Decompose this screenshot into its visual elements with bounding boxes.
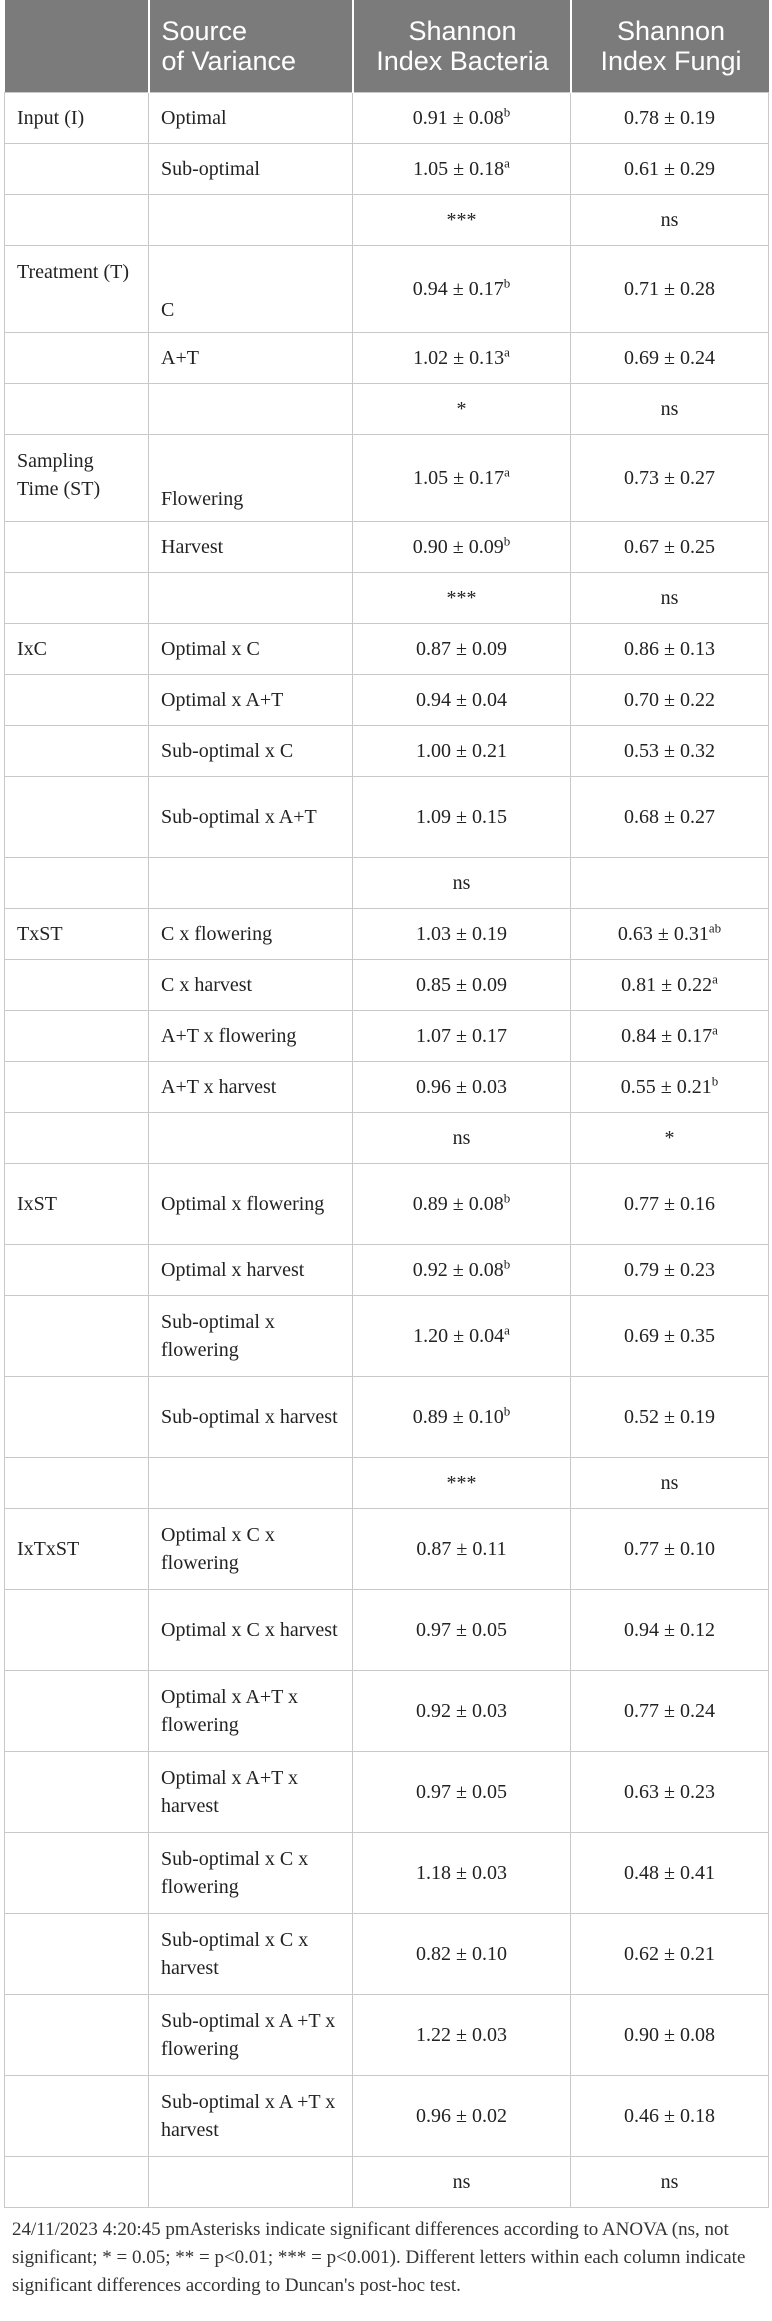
level-cell: Optimal x C x harvest: [149, 1590, 353, 1671]
bacteria-value: 1.05 ± 0.17: [413, 467, 505, 489]
level-cell: Optimal x A+T x flowering: [149, 1671, 353, 1752]
factor-cell: [5, 522, 149, 573]
fungi-value-cell: [571, 858, 769, 909]
table-row: [5, 1509, 769, 1590]
factor-cell: [5, 1377, 149, 1458]
bacteria-value: 1.20 ± 0.04: [413, 1325, 505, 1347]
level-cell: [149, 1458, 353, 1509]
level-cell: Sub-optimal: [149, 144, 353, 195]
fungi-value-cell: [571, 726, 769, 777]
table-row: [5, 960, 769, 1011]
header-shannon-bacteria: [353, 0, 571, 93]
table-row: [5, 435, 769, 522]
bacteria-value-cell: [353, 1296, 571, 1377]
level-cell: Harvest: [149, 522, 353, 573]
bacteria-value-cell: [353, 726, 571, 777]
bacteria-value: 1.05 ± 0.18: [413, 158, 505, 180]
factor-cell: TxST: [5, 909, 149, 960]
fungi-value-cell: [571, 522, 769, 573]
factor-cell: [5, 1296, 149, 1377]
factor-cell: [5, 858, 149, 909]
bacteria-value-cell: [353, 522, 571, 573]
table-row: [5, 1671, 769, 1752]
fungi-value-cell: [571, 1914, 769, 1995]
bacteria-value-cell: [353, 1062, 571, 1113]
fungi-value-cell: [571, 2157, 769, 2208]
fungi-value-cell: [571, 1671, 769, 1752]
header-fungi-line2: Index Fungi: [600, 46, 742, 76]
level-cell: Sub-optimal x C x harvest: [149, 1914, 353, 1995]
fungi-value: 0.81 ± 0.22: [621, 974, 713, 996]
bacteria-letter: b: [503, 1190, 511, 1206]
fungi-value-cell: [571, 1995, 769, 2076]
bacteria-value: 0.82 ± 0.10: [416, 1943, 507, 1965]
level-cell: Sub-optimal x C x flowering: [149, 1833, 353, 1914]
bacteria-value: 0.97 ± 0.05: [416, 1781, 507, 1803]
level-cell: [149, 1113, 353, 1164]
bacteria-value: 0.94 ± 0.17: [412, 278, 504, 300]
header-source-of-variance: [149, 0, 353, 93]
fungi-value-cell: [571, 777, 769, 858]
fungi-value: 0.55 ± 0.21: [620, 1076, 712, 1098]
bacteria-value: ns: [452, 872, 471, 894]
fungi-value-cell: [571, 195, 769, 246]
level-cell: A+T: [149, 333, 353, 384]
bacteria-value-cell: [353, 435, 571, 522]
factor-cell: Treatment (T): [5, 246, 149, 333]
table-row: [5, 1914, 769, 1995]
bacteria-value-cell: [353, 1833, 571, 1914]
fungi-value: 0.70 ± 0.22: [624, 689, 715, 711]
table-row: [5, 1752, 769, 1833]
table-row: [5, 195, 769, 246]
bacteria-value: 0.87 ± 0.09: [416, 638, 507, 660]
table-row: [5, 1245, 769, 1296]
table-row: [5, 573, 769, 624]
level-cell: Optimal x C x flowering: [149, 1509, 353, 1590]
bacteria-value: 0.92 ± 0.08: [412, 1259, 504, 1281]
fungi-value: 0.84 ± 0.17: [621, 1025, 713, 1047]
table-row: [5, 93, 769, 144]
bacteria-value: 1.18 ± 0.03: [416, 1862, 507, 1884]
fungi-value-cell: [571, 573, 769, 624]
fungi-value: 0.77 ± 0.16: [624, 1193, 715, 1215]
header-source-line2: of Variance: [161, 46, 297, 76]
bacteria-value: 0.94 ± 0.04: [416, 689, 507, 711]
fungi-value: 0.61 ± 0.29: [624, 158, 715, 180]
fungi-letter: ab: [708, 920, 722, 936]
fungi-value: 0.67 ± 0.25: [624, 536, 715, 558]
bacteria-value: ***: [446, 209, 477, 231]
bacteria-value-cell: [353, 1995, 571, 2076]
bacteria-value-cell: [353, 1752, 571, 1833]
level-cell: Sub-optimal x A +T x harvest: [149, 2076, 353, 2157]
bacteria-letter: b: [503, 1256, 511, 1272]
factor-cell: [5, 726, 149, 777]
bacteria-value: 0.91 ± 0.08: [412, 107, 504, 129]
fungi-value-cell: [571, 1590, 769, 1671]
fungi-value: 0.63 ± 0.31: [617, 923, 709, 945]
bacteria-value-cell: [353, 144, 571, 195]
factor-cell: [5, 1062, 149, 1113]
fungi-value: 0.46 ± 0.18: [624, 2105, 715, 2127]
fungi-value-cell: [571, 144, 769, 195]
table-row: [5, 246, 769, 333]
level-cell: [149, 858, 353, 909]
fungi-value-cell: [571, 1296, 769, 1377]
factor-cell: [5, 1914, 149, 1995]
factor-cell: [5, 1590, 149, 1671]
factor-cell: [5, 144, 149, 195]
header-bacteria-line2: Index Bacteria: [376, 46, 549, 76]
fungi-value: ns: [660, 587, 679, 609]
level-cell: C x flowering: [149, 909, 353, 960]
table-header-row: [5, 0, 769, 93]
level-cell: C x harvest: [149, 960, 353, 1011]
bacteria-value: 1.07 ± 0.17: [416, 1025, 507, 1047]
bacteria-value: 0.97 ± 0.05: [416, 1619, 507, 1641]
bacteria-value-cell: [353, 1245, 571, 1296]
bacteria-value: 1.22 ± 0.03: [416, 2024, 507, 2046]
table-row: [5, 1113, 769, 1164]
bacteria-letter: a: [504, 1322, 510, 1338]
level-cell: Optimal x harvest: [149, 1245, 353, 1296]
shannon-index-table: [4, 0, 769, 2208]
bacteria-letter: a: [504, 464, 510, 480]
bacteria-value: ***: [446, 587, 477, 609]
bacteria-value-cell: [353, 573, 571, 624]
fungi-value-cell: [571, 1011, 769, 1062]
level-cell: Sub-optimal x C: [149, 726, 353, 777]
header-blank: [5, 0, 149, 93]
table-row: [5, 1062, 769, 1113]
bacteria-value-cell: [353, 1509, 571, 1590]
fungi-value: 0.78 ± 0.19: [624, 107, 715, 129]
bacteria-value-cell: [353, 1914, 571, 1995]
bacteria-value: 1.02 ± 0.13: [413, 347, 505, 369]
bacteria-value-cell: [353, 675, 571, 726]
bacteria-letter: b: [503, 533, 511, 549]
bacteria-value-cell: [353, 333, 571, 384]
fungi-value-cell: [571, 384, 769, 435]
level-cell: A+T x harvest: [149, 1062, 353, 1113]
fungi-letter: a: [712, 1022, 718, 1038]
bacteria-letter: b: [503, 275, 511, 291]
bacteria-value-cell: [353, 1113, 571, 1164]
fungi-value: ns: [660, 398, 679, 420]
level-cell: Optimal x A+T: [149, 675, 353, 726]
fungi-value-cell: [571, 2076, 769, 2157]
fungi-value: 0.52 ± 0.19: [624, 1406, 715, 1428]
table-row: [5, 726, 769, 777]
fungi-value-cell: [571, 1833, 769, 1914]
fungi-value-cell: [571, 93, 769, 144]
fungi-value-cell: [571, 1752, 769, 1833]
bacteria-value-cell: [353, 1590, 571, 1671]
bacteria-letter: b: [503, 104, 511, 120]
fungi-value-cell: [571, 246, 769, 333]
fungi-value: ns: [660, 209, 679, 231]
bacteria-value: 0.92 ± 0.03: [416, 1700, 507, 1722]
table-row: [5, 777, 769, 858]
table-row: [5, 675, 769, 726]
fungi-value-cell: [571, 1164, 769, 1245]
table-row: [5, 1164, 769, 1245]
factor-cell: Input (I): [5, 93, 149, 144]
fungi-value-cell: [571, 1458, 769, 1509]
fungi-value: 0.71 ± 0.28: [624, 278, 715, 300]
level-cell: [149, 195, 353, 246]
factor-cell: [5, 573, 149, 624]
header-source-line1: Source: [161, 16, 248, 46]
table-row: [5, 1296, 769, 1377]
bacteria-value: *: [456, 398, 467, 420]
level-cell: Sub-optimal x harvest: [149, 1377, 353, 1458]
factor-cell: [5, 1833, 149, 1914]
table-row: [5, 909, 769, 960]
factor-cell: IxTxST: [5, 1509, 149, 1590]
bacteria-value-cell: [353, 909, 571, 960]
level-cell: [149, 2157, 353, 2208]
table-row: [5, 1995, 769, 2076]
factor-cell: [5, 1752, 149, 1833]
fungi-value-cell: [571, 1113, 769, 1164]
bacteria-letter: a: [504, 344, 510, 360]
bacteria-value-cell: [353, 1377, 571, 1458]
bacteria-value: 0.96 ± 0.02: [416, 2105, 507, 2127]
table-row: [5, 2157, 769, 2208]
bacteria-value-cell: [353, 93, 571, 144]
factor-cell: [5, 384, 149, 435]
bacteria-value-cell: [353, 1011, 571, 1062]
bacteria-value: 0.85 ± 0.09: [416, 974, 507, 996]
table-row: [5, 1590, 769, 1671]
factor-cell: [5, 1113, 149, 1164]
table-row: [5, 1458, 769, 1509]
level-cell: C: [149, 246, 353, 333]
level-cell: Sub-optimal x A +T x flowering: [149, 1995, 353, 2076]
bacteria-letter: b: [503, 1403, 511, 1419]
fungi-value: 0.77 ± 0.10: [624, 1538, 715, 1560]
bacteria-value-cell: [353, 1164, 571, 1245]
bacteria-value: ns: [452, 1127, 471, 1149]
bacteria-value: 1.00 ± 0.21: [416, 740, 507, 762]
table-row: [5, 522, 769, 573]
bacteria-value-cell: [353, 624, 571, 675]
fungi-value: 0.53 ± 0.32: [624, 740, 715, 762]
table-row: [5, 333, 769, 384]
factor-cell: Sampling Time (ST): [5, 435, 149, 522]
factor-cell: IxST: [5, 1164, 149, 1245]
level-cell: Optimal x A+T x harvest: [149, 1752, 353, 1833]
factor-cell: [5, 1458, 149, 1509]
factor-cell: [5, 1671, 149, 1752]
bacteria-value-cell: [353, 2157, 571, 2208]
bacteria-value: 1.09 ± 0.15: [416, 806, 507, 828]
level-cell: Optimal: [149, 93, 353, 144]
factor-cell: [5, 675, 149, 726]
fungi-value-cell: [571, 1245, 769, 1296]
factor-cell: [5, 2076, 149, 2157]
bacteria-letter: a: [504, 155, 510, 171]
factor-cell: [5, 777, 149, 858]
header-shannon-fungi: [571, 0, 769, 93]
fungi-value: 0.79 ± 0.23: [624, 1259, 715, 1281]
fungi-value-cell: [571, 1062, 769, 1113]
fungi-value-cell: [571, 624, 769, 675]
level-cell: Optimal x flowering: [149, 1164, 353, 1245]
level-cell: A+T x flowering: [149, 1011, 353, 1062]
table-row: [5, 144, 769, 195]
fungi-value-cell: [571, 1377, 769, 1458]
bacteria-value: 0.90 ± 0.09: [412, 536, 504, 558]
level-cell: [149, 384, 353, 435]
bacteria-value: ns: [452, 2171, 471, 2193]
fungi-value: 0.90 ± 0.08: [624, 2024, 715, 2046]
factor-cell: [5, 333, 149, 384]
bacteria-value-cell: [353, 2076, 571, 2157]
bacteria-value-cell: [353, 246, 571, 333]
level-cell: Optimal x C: [149, 624, 353, 675]
fungi-value-cell: [571, 675, 769, 726]
factor-cell: [5, 1245, 149, 1296]
fungi-value: 0.63 ± 0.23: [624, 1781, 715, 1803]
level-cell: Flowering: [149, 435, 353, 522]
bacteria-value-cell: [353, 777, 571, 858]
fungi-value: 0.48 ± 0.41: [624, 1862, 715, 1884]
bacteria-value: 0.87 ± 0.11: [416, 1538, 507, 1560]
fungi-value: 0.94 ± 0.12: [624, 1619, 715, 1641]
fungi-value: *: [664, 1127, 675, 1149]
bacteria-value: ***: [446, 1472, 477, 1494]
fungi-value: 0.69 ± 0.24: [624, 347, 715, 369]
fungi-value-cell: [571, 435, 769, 522]
bacteria-value-cell: [353, 195, 571, 246]
factor-cell: [5, 1011, 149, 1062]
fungi-value: 0.86 ± 0.13: [624, 638, 715, 660]
table-row: [5, 2076, 769, 2157]
bacteria-value: 0.89 ± 0.08: [412, 1193, 504, 1215]
table-row: [5, 1011, 769, 1062]
factor-cell: [5, 1995, 149, 2076]
table-footnote: 24/11/2023 4:20:45 pmAsterisks indicate significant differences according to ANOVA (ns, not significant; * = 0.05; ** = p<0.01; *** = p<0.001). Different letters within each column indicate significant differences according to Duncan's post-hoc test.: [12, 2219, 746, 2296]
fungi-value: 0.69 ± 0.35: [624, 1325, 715, 1347]
level-cell: [149, 573, 353, 624]
factor-cell: IxC: [5, 624, 149, 675]
fungi-value: ns: [660, 2171, 679, 2193]
level-cell: Sub-optimal x flowering: [149, 1296, 353, 1377]
header-bacteria-line1: Shannon: [408, 16, 517, 46]
fungi-value: 0.68 ± 0.27: [624, 806, 715, 828]
bacteria-value-cell: [353, 858, 571, 909]
fungi-letter: b: [711, 1073, 719, 1089]
fungi-value: ns: [660, 1472, 679, 1494]
bacteria-value-cell: [353, 384, 571, 435]
table-row: [5, 384, 769, 435]
header-fungi-line1: Shannon: [616, 16, 726, 46]
table-body: [5, 93, 769, 2208]
fungi-value-cell: [571, 960, 769, 1011]
fungi-value: 0.77 ± 0.24: [624, 1700, 715, 1722]
bacteria-value-cell: [353, 1458, 571, 1509]
bacteria-value: 0.96 ± 0.03: [416, 1076, 507, 1098]
bacteria-value-cell: [353, 1671, 571, 1752]
bacteria-value: 1.03 ± 0.19: [416, 923, 507, 945]
fungi-value-cell: [571, 333, 769, 384]
fungi-letter: a: [712, 971, 718, 987]
table-row: [5, 858, 769, 909]
bacteria-value: 0.89 ± 0.10: [412, 1406, 504, 1428]
table-row: [5, 1833, 769, 1914]
fungi-value-cell: [571, 909, 769, 960]
factor-cell: [5, 2157, 149, 2208]
factor-cell: [5, 960, 149, 1011]
fungi-value: 0.62 ± 0.21: [624, 1943, 715, 1965]
fungi-value-cell: [571, 1509, 769, 1590]
factor-cell: [5, 195, 149, 246]
bacteria-value-cell: [353, 960, 571, 1011]
fungi-value: 0.73 ± 0.27: [624, 467, 715, 489]
table-row: [5, 1377, 769, 1458]
table-row: [5, 624, 769, 675]
level-cell: Sub-optimal x A+T: [149, 777, 353, 858]
